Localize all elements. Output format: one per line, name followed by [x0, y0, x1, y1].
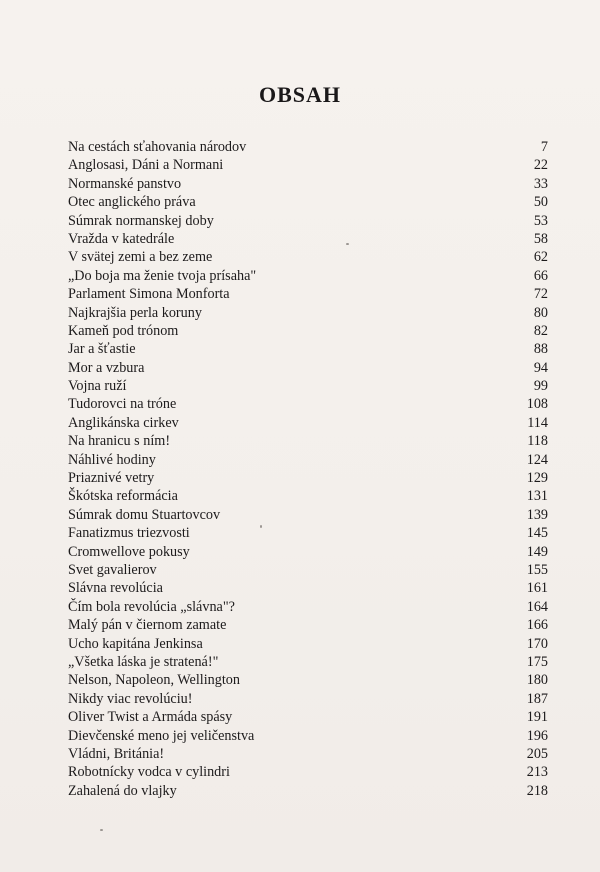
toc-entry	[68, 543, 548, 561]
toc-entry-page: 161	[526, 580, 548, 597]
toc-entry	[68, 635, 548, 653]
toc-entry	[68, 414, 548, 432]
toc-entry-title: Dievčenské meno jej veličenstva	[68, 727, 255, 744]
toc-entry-page: 88	[533, 341, 548, 358]
toc-entry-title: Anglikánska cirkev	[68, 414, 179, 431]
toc-entry-title: V svätej zemi a bez zeme	[68, 249, 213, 266]
toc-entry	[68, 175, 548, 193]
toc-entry	[68, 377, 548, 395]
toc-entry-title: Jar a šťastie	[68, 341, 136, 358]
toc-entry	[68, 138, 548, 156]
toc-entry-page: 139	[526, 506, 548, 523]
toc-entry-page: 22	[533, 157, 548, 174]
toc-entry-page: 191	[526, 709, 548, 726]
toc-entry-title: Na hranicu s ním!	[68, 433, 171, 450]
toc-entry-page: 62	[533, 249, 548, 266]
toc-entry-page: 213	[526, 764, 548, 781]
toc-entry	[68, 671, 548, 689]
toc-entry	[68, 579, 548, 597]
toc-entry	[68, 212, 548, 230]
toc-entry-page: 50	[533, 194, 548, 211]
toc-entry-page: 114	[527, 414, 548, 431]
toc-entry-page: 170	[526, 635, 548, 652]
toc-entry-title: Vražda v katedrále	[68, 230, 175, 247]
toc-entry	[68, 506, 548, 524]
paper-speck	[100, 829, 103, 831]
toc-entry-title: Náhlivé hodiny	[68, 451, 156, 468]
toc-entry	[68, 782, 548, 800]
table-of-contents	[68, 138, 548, 800]
toc-entry-page: 131	[526, 488, 548, 505]
toc-entry-title: Najkrajšia perla koruny	[68, 304, 202, 321]
toc-entry-title: Kameň pod trónom	[68, 322, 179, 339]
toc-entry	[68, 745, 548, 763]
toc-entry	[68, 451, 548, 469]
toc-entry	[68, 727, 548, 745]
toc-entry-page: 166	[526, 617, 548, 634]
toc-entry	[68, 340, 548, 358]
toc-entry	[68, 598, 548, 616]
toc-entry	[68, 156, 548, 174]
toc-entry-title: Parlament Simona Monforta	[68, 286, 230, 303]
toc-entry-page: 118	[527, 433, 548, 450]
toc-entry	[68, 322, 548, 340]
toc-entry	[68, 561, 548, 579]
toc-entry	[68, 690, 548, 708]
toc-entry-page: 66	[533, 267, 548, 284]
toc-entry-page: 175	[526, 653, 548, 670]
toc-entry	[68, 285, 548, 303]
toc-entry	[68, 616, 548, 634]
toc-entry	[68, 653, 548, 671]
toc-entry-title: Slávna revolúcia	[68, 580, 163, 597]
toc-entry-title: Súmrak domu Stuartovcov	[68, 506, 221, 523]
toc-entry	[68, 193, 548, 211]
toc-entry-title: Robotnícky vodca v cylindri	[68, 764, 230, 781]
toc-entry	[68, 395, 548, 413]
toc-entry-title: Anglosasi, Dáni a Normani	[68, 157, 224, 174]
toc-entry-title: Fanatizmus triezvosti	[68, 525, 190, 542]
toc-entry-title: Zahalená do vlajky	[68, 782, 177, 799]
toc-entry-page: 196	[526, 727, 548, 744]
toc-entry-page: 164	[526, 598, 548, 615]
toc-entry-page: 94	[533, 359, 548, 376]
toc-entry-page: 218	[526, 782, 548, 799]
toc-entry-page: 108	[526, 396, 548, 413]
toc-entry-title: Súmrak normanskej doby	[68, 212, 214, 229]
toc-entry-title: Oliver Twist a Armáda spásy	[68, 709, 233, 726]
toc-entry-page: 33	[533, 175, 548, 192]
toc-entry-page: 82	[533, 322, 548, 339]
toc-entry-title: Vojna ruží	[68, 378, 127, 395]
toc-entry-title: „Všetka láska je stratená!"	[68, 653, 219, 670]
toc-entry-title: Čím bola revolúcia „slávna"?	[68, 598, 235, 615]
toc-entry	[68, 469, 548, 487]
toc-entry-page: 155	[526, 561, 548, 578]
toc-entry	[68, 267, 548, 285]
toc-entry-page: 72	[533, 286, 548, 303]
toc-entry	[68, 763, 548, 781]
toc-entry	[68, 708, 548, 726]
toc-entry-title: „Do boja ma ženie tvoja prísaha"	[68, 267, 257, 284]
toc-entry-page: 80	[533, 304, 548, 321]
toc-entry-page: 124	[526, 451, 548, 468]
toc-entry-page: 7	[540, 139, 548, 155]
toc-entry	[68, 359, 548, 377]
toc-entry-page: 58	[533, 230, 548, 247]
toc-entry	[68, 524, 548, 542]
toc-entry-page: 99	[533, 378, 548, 395]
toc-entry-page: 149	[526, 543, 548, 560]
toc-entry-title: Na cestách sťahovania národov	[68, 139, 247, 155]
toc-entry-title: Normanské panstvo	[68, 175, 182, 192]
toc-entry-page: 129	[526, 470, 548, 487]
toc-entry-title: Nelson, Napoleon, Wellington	[68, 672, 240, 689]
toc-entry-title: Svet gavalierov	[68, 561, 157, 578]
toc-entry-page: 187	[526, 690, 548, 707]
toc-entry-title: Malý pán v čiernom zamate	[68, 617, 227, 634]
toc-entry-page: 180	[526, 672, 548, 689]
toc-entry-title: Tudorovci na tróne	[68, 396, 177, 413]
toc-entry-title: Otec anglického práva	[68, 194, 196, 211]
toc-entry-page: 205	[526, 745, 548, 762]
page-title: OBSAH	[258, 82, 342, 107]
toc-entry	[68, 230, 548, 248]
toc-entry-page: 53	[533, 212, 548, 229]
toc-entry	[68, 248, 548, 266]
toc-entry-title: Nikdy viac revolúciu!	[68, 690, 193, 707]
toc-entry	[68, 432, 548, 450]
toc-entry-title: Priaznivé vetry	[68, 470, 155, 487]
toc-entry-title: Vládni, Británia!	[68, 745, 165, 762]
toc-entry	[68, 487, 548, 505]
toc-entry-title: Škótska reformácia	[68, 488, 178, 505]
toc-entry-title: Cromwellove pokusy	[68, 543, 190, 560]
toc-entry-page: 145	[526, 525, 548, 542]
toc-entry-title: Ucho kapitána Jenkinsa	[68, 635, 203, 652]
toc-entry	[68, 304, 548, 322]
toc-entry-title: Mor a vzbura	[68, 359, 145, 376]
